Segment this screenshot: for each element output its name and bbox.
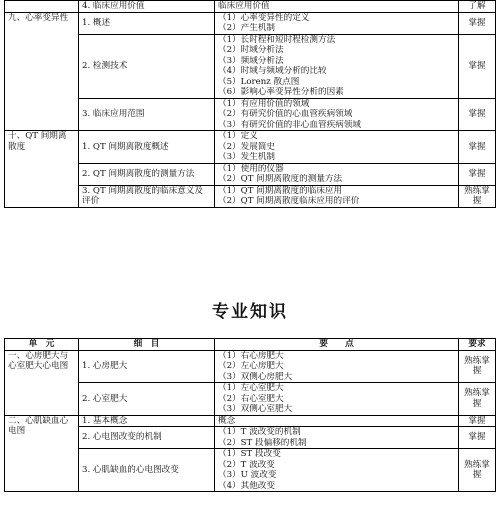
point-item: （1）QT 间期离散度的临床应用 [218, 185, 343, 196]
points-cell [215, 449, 459, 492]
point-item: （2）T 波改变 [218, 459, 275, 470]
detail-cell: 2. 检测技术 [79, 34, 215, 98]
table-header-row [5, 339, 496, 351]
requirement-cell: 掌握 [459, 427, 496, 449]
point-item: （4）其他改变 [218, 480, 276, 491]
point-item: （2）ST 段偏移的机制 [218, 437, 307, 448]
table-row [5, 383, 496, 416]
point-item: （2）时域分析法 [218, 45, 284, 55]
points-cell [215, 131, 459, 164]
point-item: （3）U 波改变 [218, 470, 277, 480]
points-cell [215, 34, 459, 98]
requirement-cell: 了解 [459, 1, 496, 13]
point-item: （2）产生机制 [218, 23, 276, 33]
point-item: （3）发生机制 [218, 152, 276, 162]
point-item: 临床应用价值 [218, 1, 270, 11]
detail-cell: 1. 概述 [79, 12, 215, 34]
table-row [5, 98, 496, 131]
header-detail: 细 目 [79, 339, 215, 351]
table-row [5, 12, 496, 34]
detail-cell: 1. 基本概念 [79, 415, 215, 427]
point-item: （4）时域与频域分析的比较 [218, 66, 327, 76]
table-row [5, 131, 496, 164]
unit-cell: 十、QT 间期离散度 [5, 131, 79, 208]
section-title: 专业知识 [212, 302, 288, 322]
unit-cell [5, 1, 79, 13]
unit-cell: 二、心肌缺血心电图 [5, 415, 79, 492]
point-item: （2）有研究价值的心血管疾病领域 [218, 109, 353, 119]
points-cell [215, 185, 459, 207]
requirement-cell: 掌握 [459, 415, 496, 427]
table-row [5, 427, 496, 449]
requirement-cell: 熟练掌握 [459, 449, 496, 492]
table-continued-syllabus [4, 0, 496, 208]
point-item: （6）影响心率变异性分析的因素 [218, 87, 344, 97]
point-item: （1）ST 段改变 [218, 449, 281, 459]
header-requirement: 要求 [459, 339, 496, 351]
detail-cell: 1. QT 间期离散度概述 [79, 131, 215, 164]
requirement-cell: 掌握 [459, 131, 496, 164]
header-unit: 单 元 [5, 339, 79, 351]
points-cell [215, 12, 459, 34]
detail-cell: 1. 心房肥大 [79, 350, 215, 383]
point-item: （2）发展简史 [218, 141, 276, 152]
points-cell [215, 98, 459, 131]
point-item: （1）T 波改变的机制 [218, 427, 301, 437]
point-item: （3）双侧心房肥大 [218, 371, 293, 382]
requirement-cell: 熟练掌握 [459, 383, 496, 416]
table-row [5, 350, 496, 383]
requirement-cell: 熟练掌握 [459, 185, 496, 207]
table-row [5, 163, 496, 185]
table-row [5, 34, 496, 98]
detail-cell: 3. 临床应用范围 [79, 98, 215, 131]
unit-cell: 一、心房肥大与心室肥大心电图 [5, 350, 79, 415]
point-item: （1）有应用价值的领域 [218, 98, 310, 109]
point-item: （3）双侧心室肥大 [218, 404, 293, 414]
point-item: （5）Lorenz 散点图 [218, 76, 300, 87]
detail-cell: 2. 心室肥大 [79, 383, 215, 416]
point-item: （1）长时程和短时程检测方法 [218, 34, 336, 45]
points-cell [215, 350, 459, 383]
requirement-cell: 熟练掌握 [459, 350, 496, 383]
requirement-cell: 掌握 [459, 98, 496, 131]
point-item: （1）定义 [218, 131, 258, 141]
table-row [5, 449, 496, 492]
requirement-cell: 掌握 [459, 163, 496, 185]
point-item: （3）有研究价值的非心血管疾病领域 [218, 119, 361, 130]
requirement-cell: 掌握 [459, 12, 496, 34]
points-cell [215, 383, 459, 416]
points-cell [215, 415, 459, 427]
point-item: （1）右心房肥大 [218, 350, 284, 361]
point-item: （2）左心房肥大 [218, 361, 284, 371]
points-cell [215, 1, 459, 13]
point-item: （2）QT 间期离散度的测量方法 [218, 174, 343, 184]
table-professional-knowledge [4, 338, 496, 492]
point-item: （1）左心室肥大 [218, 383, 284, 393]
requirement-cell: 掌握 [459, 34, 496, 98]
table-row [5, 1, 496, 13]
points-cell [215, 163, 459, 185]
point-item: （2）右心室肥大 [218, 393, 284, 404]
detail-cell: 3. QT 间期离散度的临床意义及评价 [79, 185, 215, 207]
table-row [5, 415, 496, 427]
detail-cell: 4. 临床应用价值 [79, 1, 215, 13]
point-item: 概念 [218, 415, 236, 426]
point-item: （2）QT 间期离散度临床应用的评价 [218, 196, 360, 206]
point-item: （3）频域分析法 [218, 55, 284, 66]
header-points: 要 点 [215, 339, 459, 351]
point-item: （1）心率变异性的定义 [218, 12, 310, 23]
detail-cell: 2. 心电图改变的机制 [79, 427, 215, 449]
points-cell [215, 427, 459, 449]
detail-cell: 3. 心肌缺血的心电图改变 [79, 449, 215, 492]
unit-cell: 九、心率变异性 [5, 12, 79, 131]
table-row [5, 185, 496, 207]
detail-cell: 2. QT 间期离散度的测量方法 [79, 163, 215, 185]
point-item: （1）使用的仪器 [218, 163, 284, 174]
